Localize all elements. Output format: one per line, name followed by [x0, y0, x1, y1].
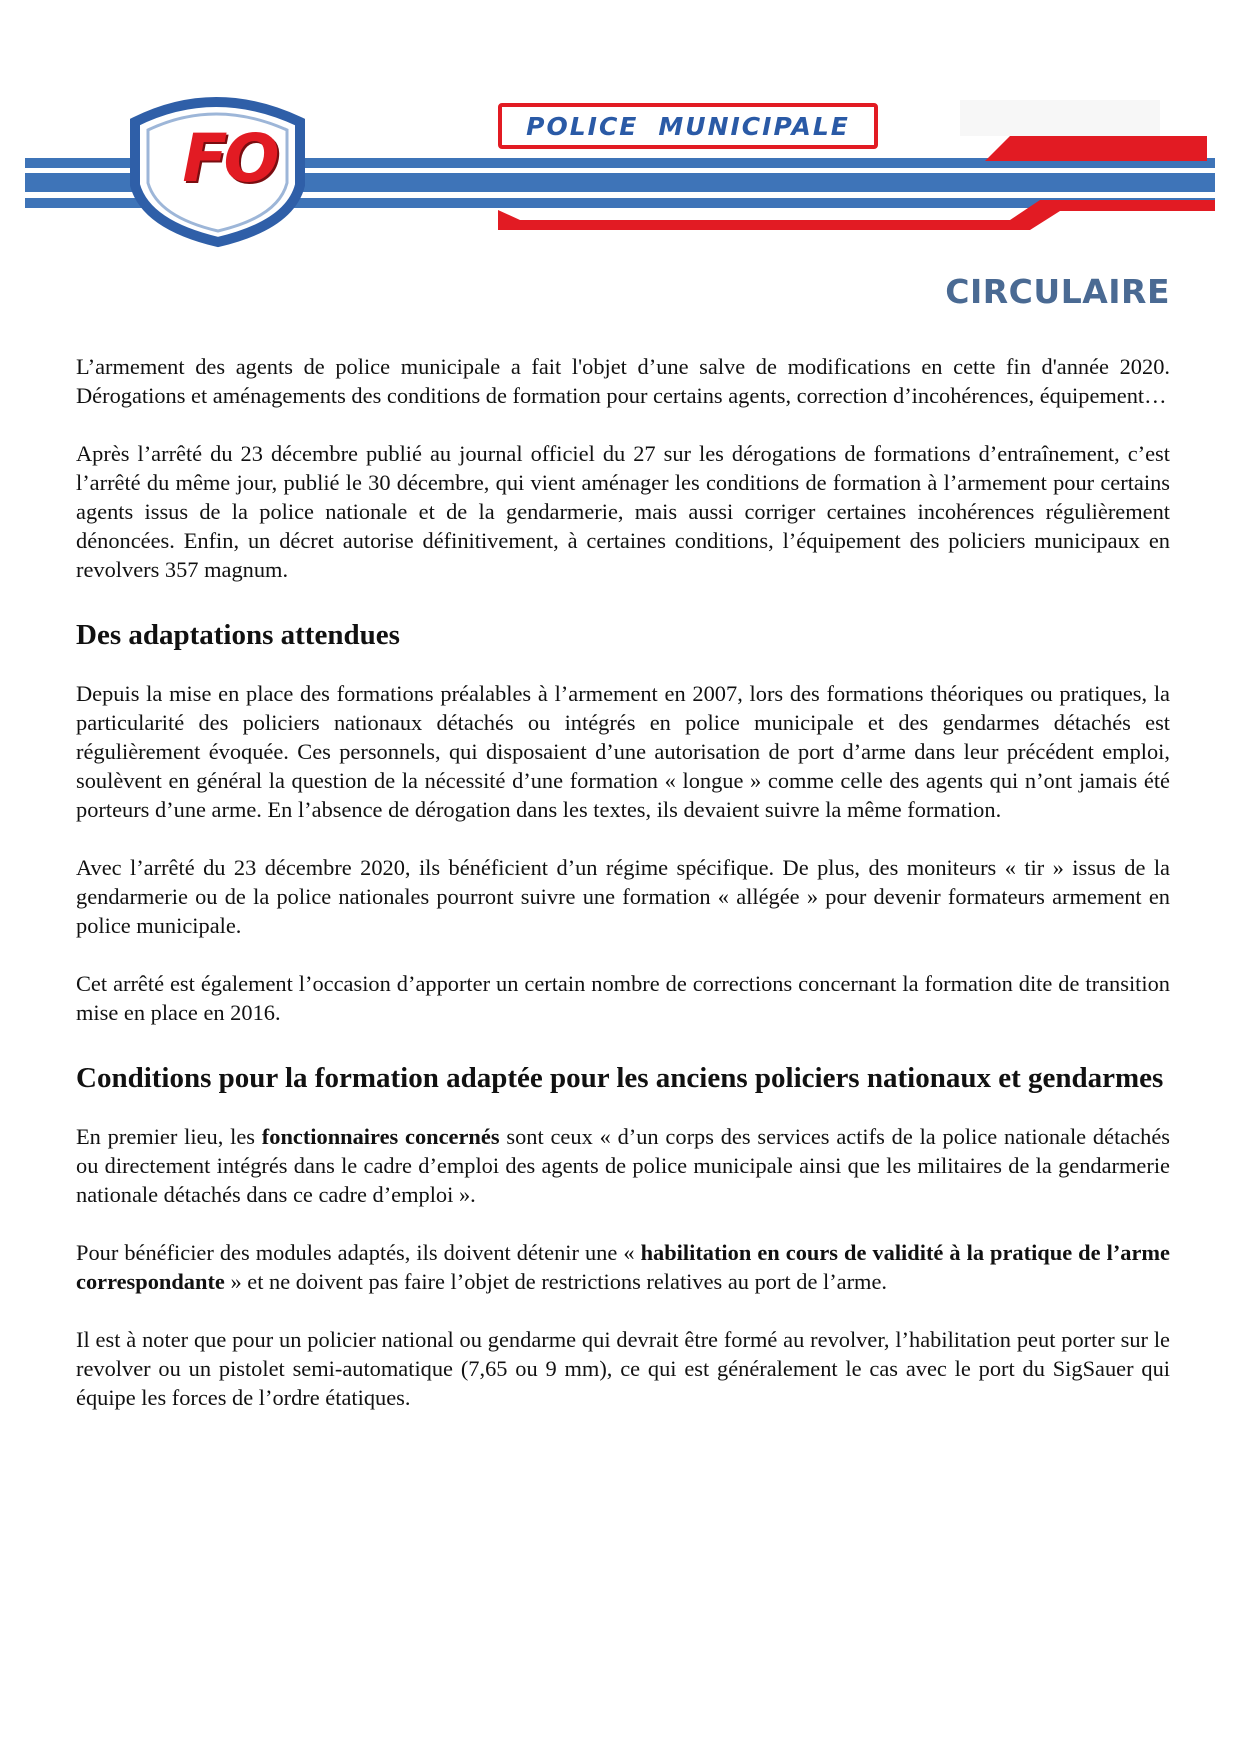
heading-conditions: Conditions pour la formation adaptée pour les anciens policiers nationaux et gendarmes	[76, 1062, 1164, 1094]
police-municipale-label	[498, 103, 878, 149]
paragraph-revolver: Il est à noter que pour un policier national ou gendarme qui devrait être formé au revolver, l’habilitation peut porter sur le revolver ou un pistolet semi-automatique (7,65 ou 9 mm), ce qui est généralement le cas avec le port du SigSauer qui équipe les forces de l’ordre étatiques.	[76, 1327, 1170, 1410]
bold-term: fonctionnaires concernés	[261, 1124, 500, 1149]
text-run: Pour bénéficier des modules adaptés, ils doivent détenir une «	[76, 1240, 641, 1265]
fo-logo-text: FO	[182, 120, 276, 197]
text-run: En premier lieu, les	[76, 1124, 262, 1149]
letterhead	[0, 0, 1240, 311]
document-body	[76, 352, 1170, 1412]
paragraph-intro: L’armement des agents de police municipale a fait l'objet d’une salve de modifications en cette fin d'année 2020. Dérogations et aménagements des conditions de formation pour certains agents, correction d’incohérences, équipement…	[76, 354, 1170, 408]
document-type-title: CIRCULAIRE	[945, 272, 1170, 311]
paragraph-regime: Avec l’arrêté du 23 décembre 2020, ils bénéficient d’un régime spécifique. De plus, des moniteurs « tir » issus de la gendarmerie ou de la police nationales pourront suivre une formation « allégée » pour devenir formateurs armement en police municipale.	[76, 855, 1170, 938]
paragraph-fonctionnaires	[76, 1122, 1170, 1209]
text-run: » et ne doivent pas faire l’objet de restrictions relatives au port de l’arme.	[224, 1269, 888, 1294]
bold-term: habilitation en cours de validité à la pratique de l’arme correspondante	[76, 1240, 1170, 1294]
faint-box	[960, 100, 1160, 136]
paragraph-habilitation	[76, 1238, 1170, 1296]
heading-adaptations: Des adaptations attendues	[76, 619, 400, 651]
text-run: sont ceux « d’un corps des services actifs de la police nationale détachés ou directement intégrés dans le cadre d’emploi des agents de police municipale ainsi que les militaires de la gendarmerie nationale détachés dans ce cadre d’emploi ».	[76, 1124, 1171, 1207]
label-word-police: POLICE	[526, 111, 639, 141]
red-swoosh-upper	[985, 136, 1207, 161]
paragraph-corrections: Cet arrêté est également l’occasion d’apporter un certain nombre de corrections concernant la formation dite de transition mise en place en 2016.	[76, 971, 1170, 1025]
paragraph-history: Depuis la mise en place des formations préalables à l’armement en 2007, lors des formations théoriques ou pratiques, la particularité des policiers nationaux détachés ou intégrés en police municipale et des gendarmes détachés est régulièrement évoquée. Ces personnels, qui disposaient d’une autorisation de port d’arme dans leur précédent emploi, soulèvent en général la question de la nécessité d’une formation « longue » comme celle des agents qui n’ont jamais été porteurs d’une arme. En l’absence de dérogation dans les textes, ils devaient suivre la même formation.	[76, 681, 1170, 822]
paragraph-arrete: Après l’arrêté du 23 décembre publié au journal officiel du 27 sur les dérogations de formations d’entraînement, c’est l’arrêté du même jour, publié le 30 décembre, qui vient aménager les conditions de formation à l’armement pour certains agents issus de la police nationale et de la gendarmerie, mais aussi corriger certaines incohérences régulièrement dénoncées. Enfin, un décret autorise définitivement, à certaines conditions, l’équipement des policiers municipaux en revolvers 357 magnum.	[76, 441, 1170, 582]
label-word-municipale: MUNICIPALE	[658, 111, 850, 141]
